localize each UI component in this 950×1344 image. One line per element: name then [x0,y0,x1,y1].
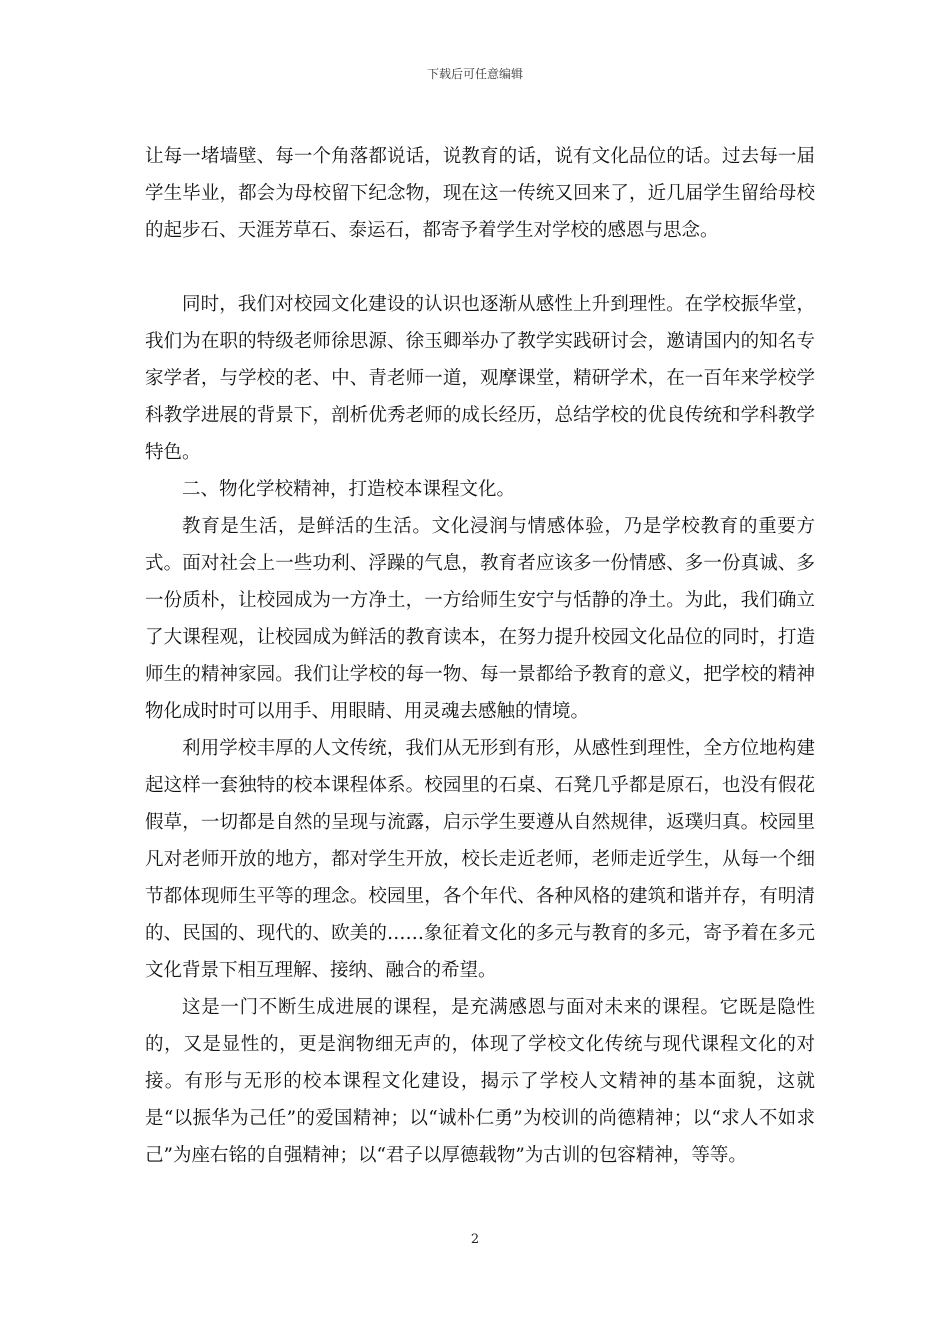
page-number: 2 [470,1232,480,1247]
paragraph: 这是一门不断生成进展的课程，是充满感恩与面对未来的课程。它既是隐性的，又是显性的，更是润物细无声的，体现了学校文化传统与现代课程文化的对接。有形与无形的校本课程文化建设，揭示了学校人文精神的基本面貌，这就是“以振华为己任”的爱国精神；以“诚朴仁勇”为校训的尚德精神；以“求人不如求己”为座右铭的自强精神；以“君子以厚德载物”为古训的包容精神，等等。 [145,997,815,1166]
paragraph: 利用学校丰厚的人文传统，我们从无形到有形，从感性到理性，全方位地构建起这样一套独特的校本课程体系。校园里的石桌、石凳几乎都是原石，也没有假花假草，一切都是自然的呈现与流露，启示学生要遵从自然规律，返璞归真。校园里凡对老师开放的地方，都对学生开放，校长走近老师，老师走近学生，从每一个细节都体现师生平等的理念。校园里，各个年代、各种风格的建筑和谐并存，有明清的、民国的、现代的、欧美的……象征着文化的多元与教育的多元，寄予着在多元文化背景下相互理解、接纳、融合的希望。 [145,738,815,981]
page-header: 下载后可任意编辑 [426,67,523,81]
section-heading: 二、物化学校精神，打造校本课程文化。 [182,479,516,500]
paragraph: 同时，我们对校园文化建设的认识也逐渐从感性上升到理性。在学校振华堂，我们为在职的特级老师徐思源、徐玉卿举办了教学实践研讨会，邀请国内的知名专家学者，与学校的老、中、青老师一道，观摩课堂，精研学术，在一百年来学校学科教学进展的背景下，剖析优秀老师的成长经历，总结学校的优良传统和学科教学特色。 [145,294,815,463]
paragraph: 教育是生活，是鲜活的生活。文化浸润与情感体验，乃是学校教育的重要方式。面对社会上一些功利、浮躁的气息，教育者应该多一份情感、多一份真诚、多一份质朴，让校园成为一方净土，一方给师生安宁与恬静的净土。为此，我们确立了大课程观，让校园成为鲜活的教育读本，在努力提升校园文化品位的同时，打造师生的精神家园。我们让学校的每一物、每一景都给予教育的意义，把学校的精神物化成时时可以用手、用眼睛、用灵魂去感触的情境。 [145,516,815,722]
document-body [145,138,815,1174]
paragraph-continuation: 让每一堵墙壁、每一个角落都说话，说教育的话，说有文化品位的话。过去每一届学生毕业，都会为母校留下纪念物，现在这一传统又回来了，近几届学生留给母校的起步石、天涯芳草石、泰运石，都寄予着学生对学校的感恩与思念。 [145,146,815,241]
